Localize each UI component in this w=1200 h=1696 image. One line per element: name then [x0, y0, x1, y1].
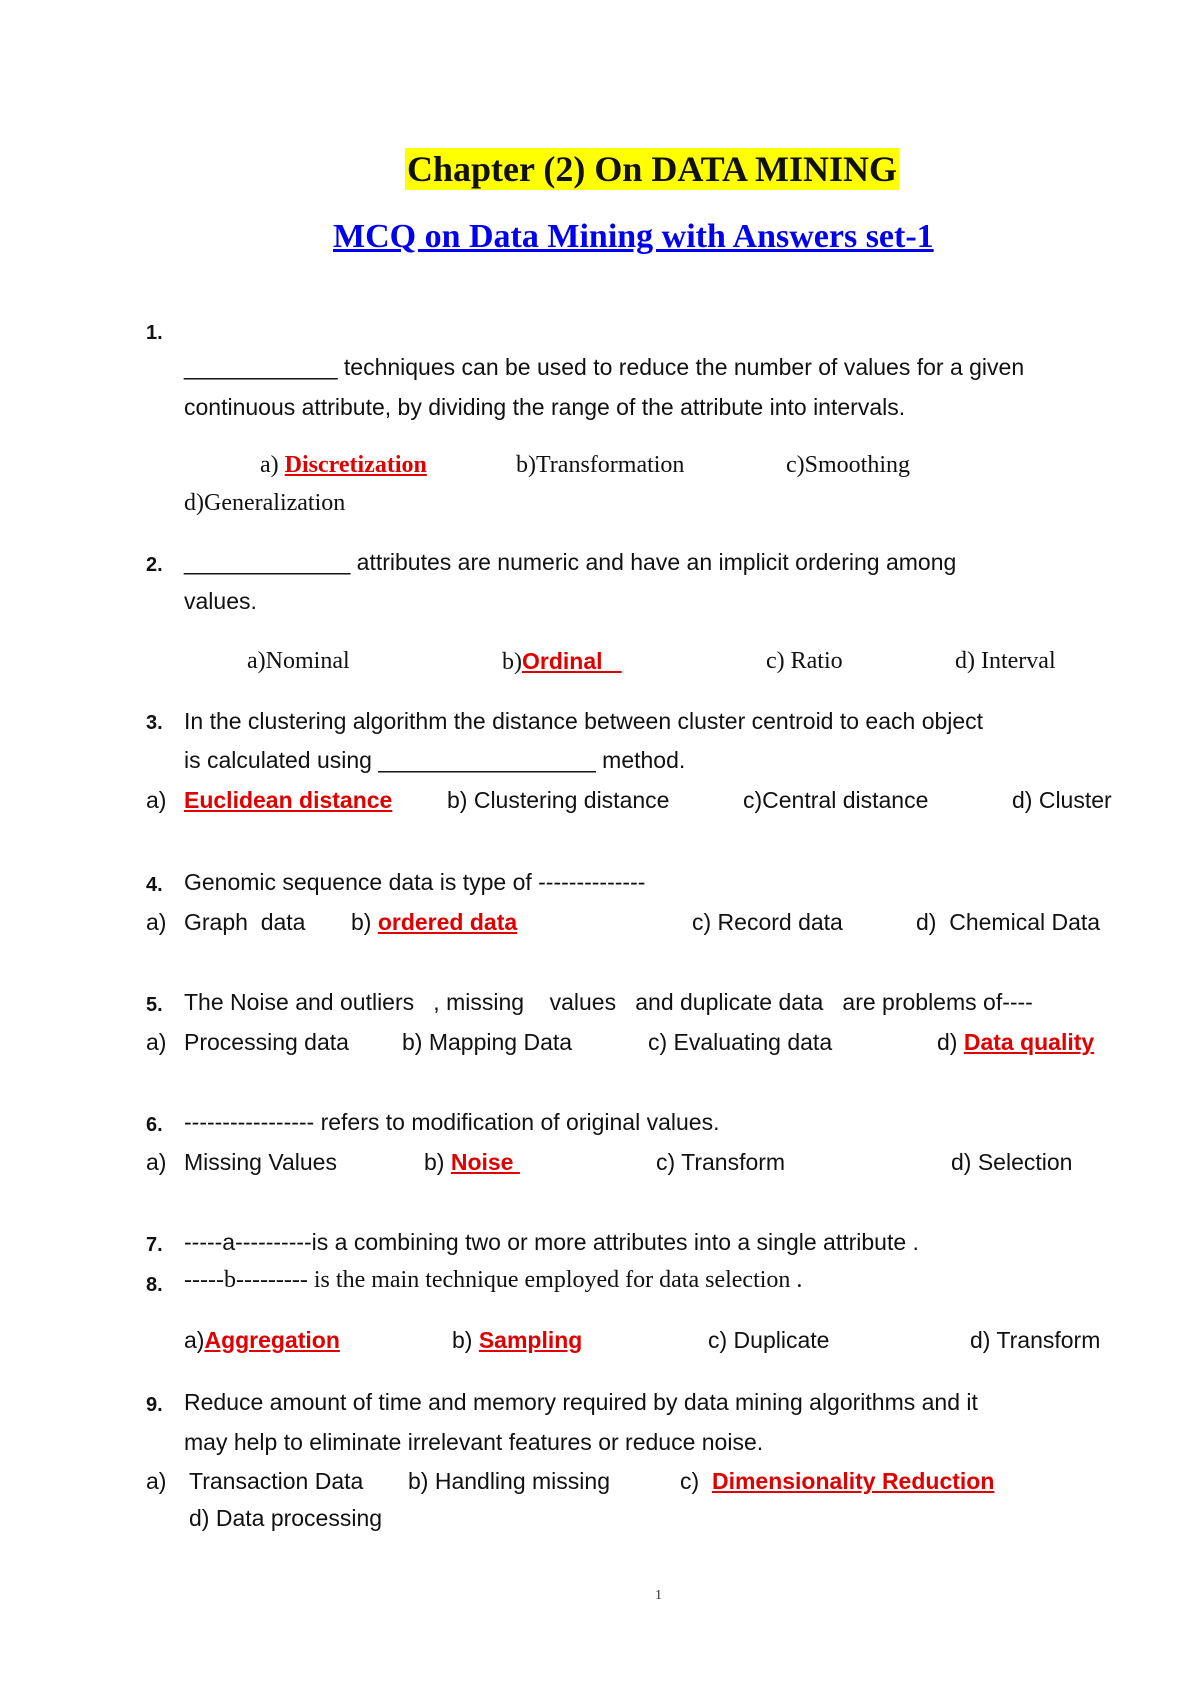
- question-text: continuous attribute, by dividing the range of the attribute into intervals.: [184, 394, 906, 420]
- option-label: d): [937, 1029, 964, 1055]
- option-a: [260, 452, 427, 479]
- option-c: c)Central distance: [743, 787, 929, 813]
- answer-option: Data quality: [963, 1029, 1095, 1055]
- page-number: 1: [655, 1588, 662, 1603]
- option-label: b): [452, 1327, 479, 1353]
- option-label: a): [146, 1029, 167, 1055]
- option-d: d) Chemical Data: [916, 909, 1101, 935]
- question-number: 7.: [146, 1234, 163, 1256]
- option-label: a): [146, 909, 167, 935]
- option-b: b) Clustering distance: [447, 787, 670, 813]
- answer-option: Euclidean distance: [184, 787, 393, 813]
- option-label: a): [146, 1468, 167, 1494]
- answer-option: Aggregation: [204, 1327, 340, 1353]
- option-b: [502, 648, 622, 676]
- answer-option: Sampling: [478, 1327, 583, 1353]
- question-text: ____________ techniques can be used to reduce the number of values for a given: [184, 354, 1025, 380]
- option-d: [937, 1029, 1094, 1056]
- option-a: Transaction Data: [189, 1468, 364, 1494]
- option-label: a): [146, 1149, 167, 1175]
- option-b: [424, 1149, 520, 1176]
- question-number: 3.: [146, 712, 163, 734]
- option-label: a): [260, 452, 285, 478]
- option-a: Processing data: [184, 1029, 349, 1055]
- question-number: 8.: [146, 1274, 163, 1296]
- question-text: _____________ attributes are numeric and have an implicit ordering among: [184, 549, 957, 575]
- option-b: b) Mapping Data: [402, 1029, 573, 1055]
- page-subtitle: MCQ on Data Mining with Answers set-1: [333, 218, 934, 255]
- question-number: 1.: [146, 322, 163, 344]
- option-d: d) Selection: [951, 1149, 1073, 1175]
- question-number: 5.: [146, 994, 163, 1016]
- option-c: c) Evaluating data: [648, 1029, 833, 1055]
- question-text: -----a----------is a combining two or more attributes into a single attribute .: [184, 1229, 919, 1255]
- option-c: c) Ratio: [766, 648, 843, 674]
- option-b: [351, 909, 517, 936]
- option-d: d)Generalization: [184, 490, 346, 516]
- option-label: b): [502, 649, 522, 675]
- answer-option: Ordinal: [522, 648, 622, 674]
- option-label: a): [146, 787, 167, 813]
- option-d: d) Cluster: [1012, 787, 1112, 813]
- option-c: c)Smoothing: [786, 452, 910, 478]
- option-c: c) Duplicate: [708, 1327, 830, 1353]
- option-b: b) Handling missing: [408, 1468, 610, 1494]
- page-title: Chapter (2) On DATA MINING: [407, 149, 898, 189]
- answer-option: ordered data: [377, 909, 518, 935]
- option-label: c): [680, 1468, 712, 1494]
- question-text: Genomic sequence data is type of --------------: [184, 869, 646, 895]
- question-number: 2.: [146, 554, 163, 576]
- option-d: d) Data processing: [189, 1505, 383, 1531]
- option-a: Graph data: [184, 909, 306, 935]
- question-text: In the clustering algorithm the distance between cluster centroid to each object: [184, 708, 984, 734]
- question-text: may help to eliminate irrelevant features or reduce noise.: [184, 1429, 764, 1455]
- option-d: d) Interval: [955, 648, 1056, 674]
- question-text: -----b--------- is the main technique employed for data selection .: [184, 1267, 803, 1293]
- question-number: 9.: [146, 1394, 163, 1416]
- option-c: c) Transform: [656, 1149, 786, 1175]
- option-label: b): [351, 909, 378, 935]
- option-a: Missing Values: [184, 1149, 337, 1175]
- question-text: Reduce amount of time and memory required by data mining algorithms and it: [184, 1389, 978, 1415]
- option-b: [452, 1327, 582, 1354]
- option-c: [680, 1468, 994, 1495]
- answer-option: Discretization: [284, 452, 427, 478]
- answer-option: Noise: [450, 1149, 520, 1175]
- option-a: a)Nominal: [247, 648, 350, 674]
- option-b: b)Transformation: [516, 452, 685, 478]
- question-text: The Noise and outliers , missing values and duplicate data are problems of----: [184, 989, 1033, 1015]
- question-text: ----------------- refers to modification of original values.: [184, 1109, 720, 1135]
- question-text: is calculated using _________________ method.: [184, 747, 686, 773]
- option-label: b): [424, 1149, 451, 1175]
- question-text: values.: [184, 588, 257, 614]
- answer-option: Dimensionality Reduction: [711, 1468, 995, 1494]
- option-d: d) Transform: [970, 1327, 1101, 1353]
- question-number: 4.: [146, 874, 163, 896]
- option-a: [184, 1327, 340, 1354]
- option-c: c) Record data: [692, 909, 843, 935]
- question-number: 6.: [146, 1114, 163, 1136]
- option-label: a): [184, 1327, 205, 1353]
